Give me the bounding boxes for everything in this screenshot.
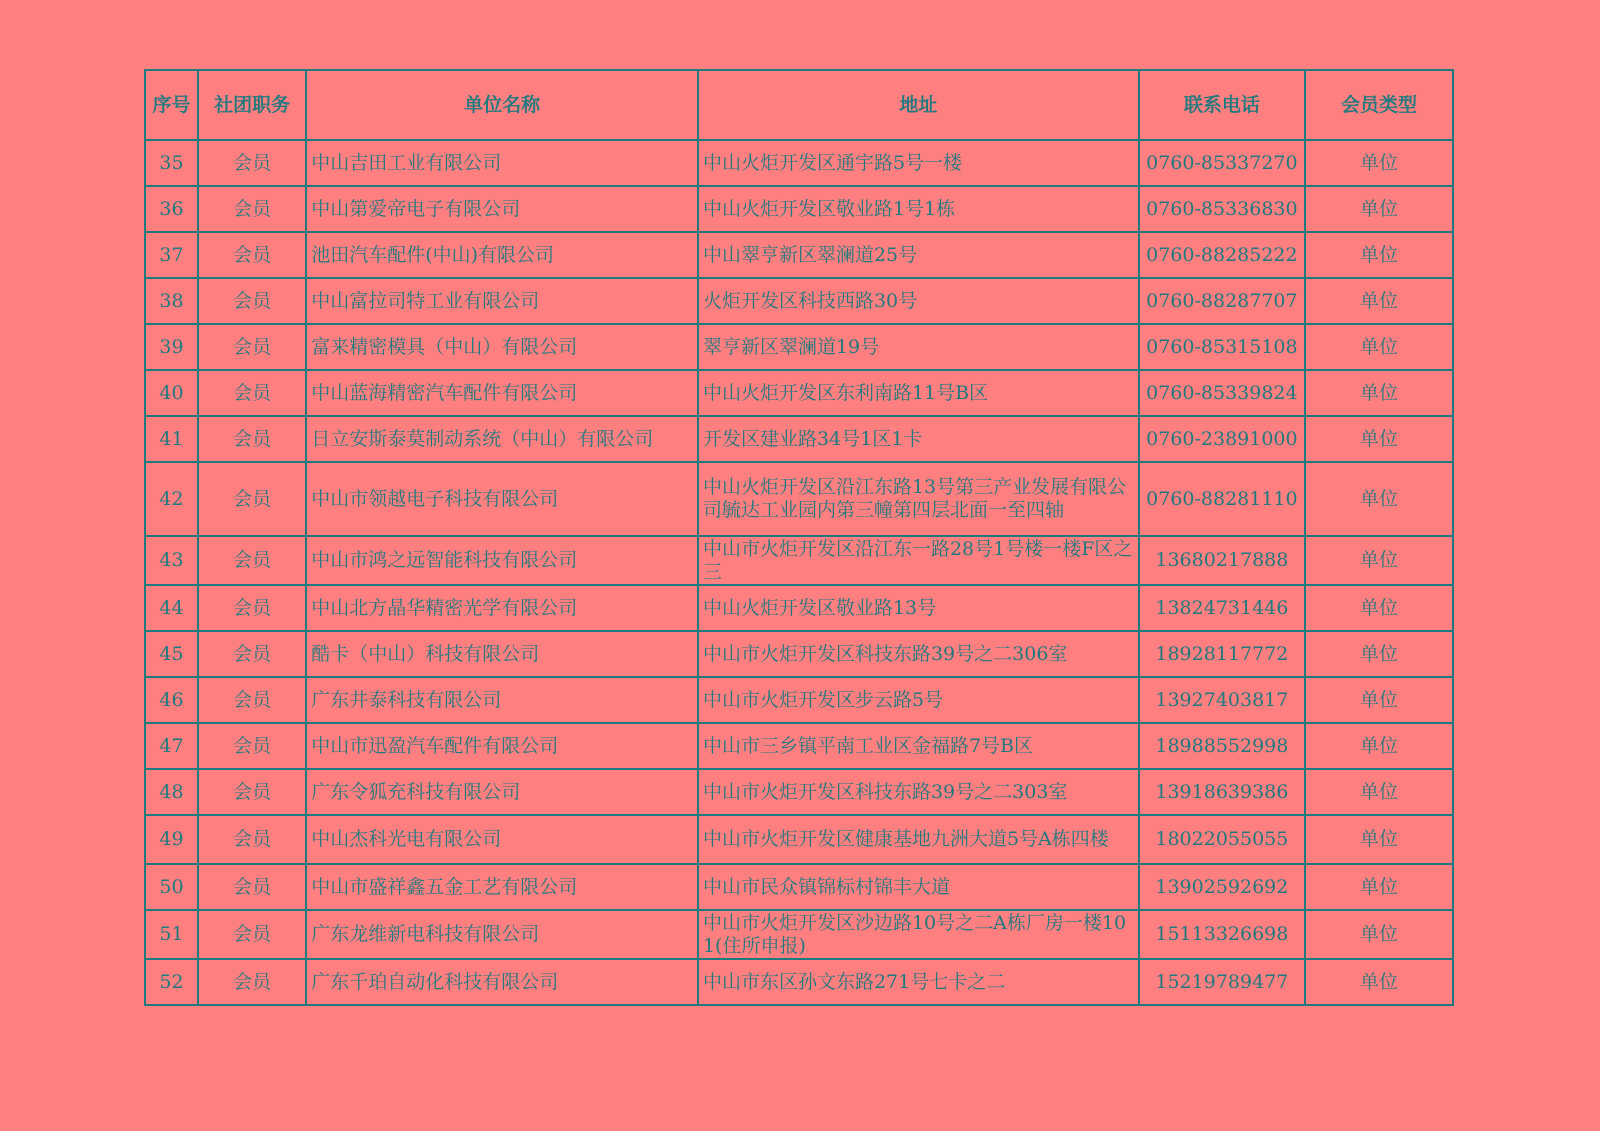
cell-member-type: 单位	[1305, 769, 1453, 815]
table-row	[145, 462, 1453, 536]
cell-member-type: 单位	[1305, 677, 1453, 723]
cell-phone: 13680217888	[1139, 536, 1305, 585]
cell-company-name: 中山富拉司特工业有限公司	[306, 278, 698, 324]
table-body	[145, 140, 1453, 1005]
cell-address: 中山市民众镇锦标村锦丰大道	[698, 864, 1139, 910]
cell-member-type: 单位	[1305, 370, 1453, 416]
cell-phone: 13902592692	[1139, 864, 1305, 910]
cell-phone: 18022055055	[1139, 815, 1305, 864]
cell-index: 49	[145, 815, 198, 864]
cell-index: 44	[145, 585, 198, 631]
cell-member-type: 单位	[1305, 186, 1453, 232]
table-row	[145, 370, 1453, 416]
cell-member-type: 单位	[1305, 959, 1453, 1005]
table-row	[145, 723, 1453, 769]
cell-index: 37	[145, 232, 198, 278]
cell-member-type: 单位	[1305, 723, 1453, 769]
cell-phone: 15219789477	[1139, 959, 1305, 1005]
cell-address: 中山火炬开发区敬业路1号1栋	[698, 186, 1139, 232]
table-row	[145, 140, 1453, 186]
header-name: 单位名称	[306, 70, 698, 140]
cell-address: 中山市东区孙文东路271号七卡之二	[698, 959, 1139, 1005]
cell-phone: 13824731446	[1139, 585, 1305, 631]
cell-role: 会员	[198, 278, 306, 324]
cell-phone: 18988552998	[1139, 723, 1305, 769]
cell-index: 39	[145, 324, 198, 370]
cell-role: 会员	[198, 140, 306, 186]
cell-phone: 0760-23891000	[1139, 416, 1305, 462]
cell-index: 52	[145, 959, 198, 1005]
cell-address: 中山火炬开发区敬业路13号	[698, 585, 1139, 631]
cell-company-name: 广东井泰科技有限公司	[306, 677, 698, 723]
cell-index: 41	[145, 416, 198, 462]
table-row	[145, 864, 1453, 910]
table-row	[145, 232, 1453, 278]
header-type: 会员类型	[1305, 70, 1453, 140]
cell-member-type: 单位	[1305, 278, 1453, 324]
cell-phone: 0760-85315108	[1139, 324, 1305, 370]
cell-address: 中山市火炬开发区沿江东一路28号1号楼一楼F区之三	[698, 536, 1139, 585]
cell-company-name: 中山市领越电子科技有限公司	[306, 462, 698, 536]
cell-index: 50	[145, 864, 198, 910]
cell-phone: 0760-85336830	[1139, 186, 1305, 232]
cell-phone: 15113326698	[1139, 910, 1305, 959]
cell-member-type: 单位	[1305, 416, 1453, 462]
cell-index: 47	[145, 723, 198, 769]
cell-member-type: 单位	[1305, 815, 1453, 864]
table-row	[145, 815, 1453, 864]
cell-role: 会员	[198, 370, 306, 416]
cell-company-name: 广东龙维新电科技有限公司	[306, 910, 698, 959]
cell-member-type: 单位	[1305, 462, 1453, 536]
cell-role: 会员	[198, 864, 306, 910]
cell-member-type: 单位	[1305, 585, 1453, 631]
cell-role: 会员	[198, 677, 306, 723]
cell-address: 中山翠亨新区翠澜道25号	[698, 232, 1139, 278]
cell-index: 35	[145, 140, 198, 186]
cell-member-type: 单位	[1305, 864, 1453, 910]
cell-address: 开发区建业路34号1区1卡	[698, 416, 1139, 462]
member-table	[144, 69, 1454, 1006]
cell-company-name: 广东千珀自动化科技有限公司	[306, 959, 698, 1005]
cell-phone: 0760-85337270	[1139, 140, 1305, 186]
cell-member-type: 单位	[1305, 536, 1453, 585]
cell-member-type: 单位	[1305, 910, 1453, 959]
table-row	[145, 910, 1453, 959]
cell-company-name: 池田汽车配件(中山)有限公司	[306, 232, 698, 278]
table-row	[145, 536, 1453, 585]
cell-address: 火炬开发区科技西路30号	[698, 278, 1139, 324]
cell-company-name: 中山北方晶华精密光学有限公司	[306, 585, 698, 631]
cell-member-type: 单位	[1305, 232, 1453, 278]
header-phone: 联系电话	[1139, 70, 1305, 140]
cell-address: 中山市火炬开发区科技东路39号之二303室	[698, 769, 1139, 815]
cell-index: 36	[145, 186, 198, 232]
cell-role: 会员	[198, 815, 306, 864]
cell-phone: 0760-88287707	[1139, 278, 1305, 324]
table-row	[145, 186, 1453, 232]
header-role: 社团职务	[198, 70, 306, 140]
cell-phone: 13918639386	[1139, 769, 1305, 815]
cell-role: 会员	[198, 959, 306, 1005]
cell-company-name: 中山蓝海精密汽车配件有限公司	[306, 370, 698, 416]
cell-phone: 0760-88285222	[1139, 232, 1305, 278]
cell-address: 中山市火炬开发区健康基地九洲大道5号A栋四楼	[698, 815, 1139, 864]
cell-phone: 13927403817	[1139, 677, 1305, 723]
cell-role: 会员	[198, 186, 306, 232]
cell-company-name: 日立安斯泰莫制动系统（中山）有限公司	[306, 416, 698, 462]
cell-address: 中山火炬开发区东利南路11号B区	[698, 370, 1139, 416]
cell-company-name: 中山杰科光电有限公司	[306, 815, 698, 864]
cell-address: 中山市三乡镇平南工业区金福路7号B区	[698, 723, 1139, 769]
cell-index: 38	[145, 278, 198, 324]
cell-address: 翠亨新区翠澜道19号	[698, 324, 1139, 370]
cell-role: 会员	[198, 462, 306, 536]
cell-role: 会员	[198, 769, 306, 815]
cell-company-name: 中山市盛祥鑫五金工艺有限公司	[306, 864, 698, 910]
cell-phone: 18928117772	[1139, 631, 1305, 677]
cell-role: 会员	[198, 536, 306, 585]
cell-address: 中山市火炬开发区科技东路39号之二306室	[698, 631, 1139, 677]
cell-phone: 0760-88281110	[1139, 462, 1305, 536]
cell-company-name: 中山第爱帝电子有限公司	[306, 186, 698, 232]
cell-index: 45	[145, 631, 198, 677]
table-row	[145, 324, 1453, 370]
cell-address: 中山市火炬开发区沙边路10号之二A栋厂房一楼101(住所申报)	[698, 910, 1139, 959]
cell-company-name: 广东令狐充科技有限公司	[306, 769, 698, 815]
cell-member-type: 单位	[1305, 631, 1453, 677]
cell-index: 51	[145, 910, 198, 959]
table-row	[145, 769, 1453, 815]
cell-member-type: 单位	[1305, 140, 1453, 186]
cell-member-type: 单位	[1305, 324, 1453, 370]
cell-phone: 0760-85339824	[1139, 370, 1305, 416]
cell-role: 会员	[198, 324, 306, 370]
cell-index: 48	[145, 769, 198, 815]
cell-role: 会员	[198, 416, 306, 462]
header-address: 地址	[698, 70, 1139, 140]
cell-role: 会员	[198, 910, 306, 959]
cell-role: 会员	[198, 723, 306, 769]
cell-index: 40	[145, 370, 198, 416]
cell-index: 42	[145, 462, 198, 536]
cell-address: 中山火炬开发区沿江东路13号第三产业发展有限公司毓达工业园内第三幢第四层北面一至四轴	[698, 462, 1139, 536]
cell-index: 43	[145, 536, 198, 585]
cell-role: 会员	[198, 631, 306, 677]
cell-company-name: 中山市迅盈汽车配件有限公司	[306, 723, 698, 769]
cell-company-name: 中山吉田工业有限公司	[306, 140, 698, 186]
header-index: 序号	[145, 70, 198, 140]
cell-address: 中山火炬开发区通宇路5号一楼	[698, 140, 1139, 186]
header-row	[145, 70, 1453, 140]
cell-company-name: 中山市鸿之远智能科技有限公司	[306, 536, 698, 585]
cell-role: 会员	[198, 585, 306, 631]
cell-index: 46	[145, 677, 198, 723]
table-row	[145, 631, 1453, 677]
table-row	[145, 677, 1453, 723]
table-row	[145, 278, 1453, 324]
cell-role: 会员	[198, 232, 306, 278]
cell-company-name: 富来精密模具（中山）有限公司	[306, 324, 698, 370]
cell-company-name: 酷卡（中山）科技有限公司	[306, 631, 698, 677]
table-row	[145, 585, 1453, 631]
table-row	[145, 416, 1453, 462]
table-row	[145, 959, 1453, 1005]
cell-address: 中山市火炬开发区步云路5号	[698, 677, 1139, 723]
